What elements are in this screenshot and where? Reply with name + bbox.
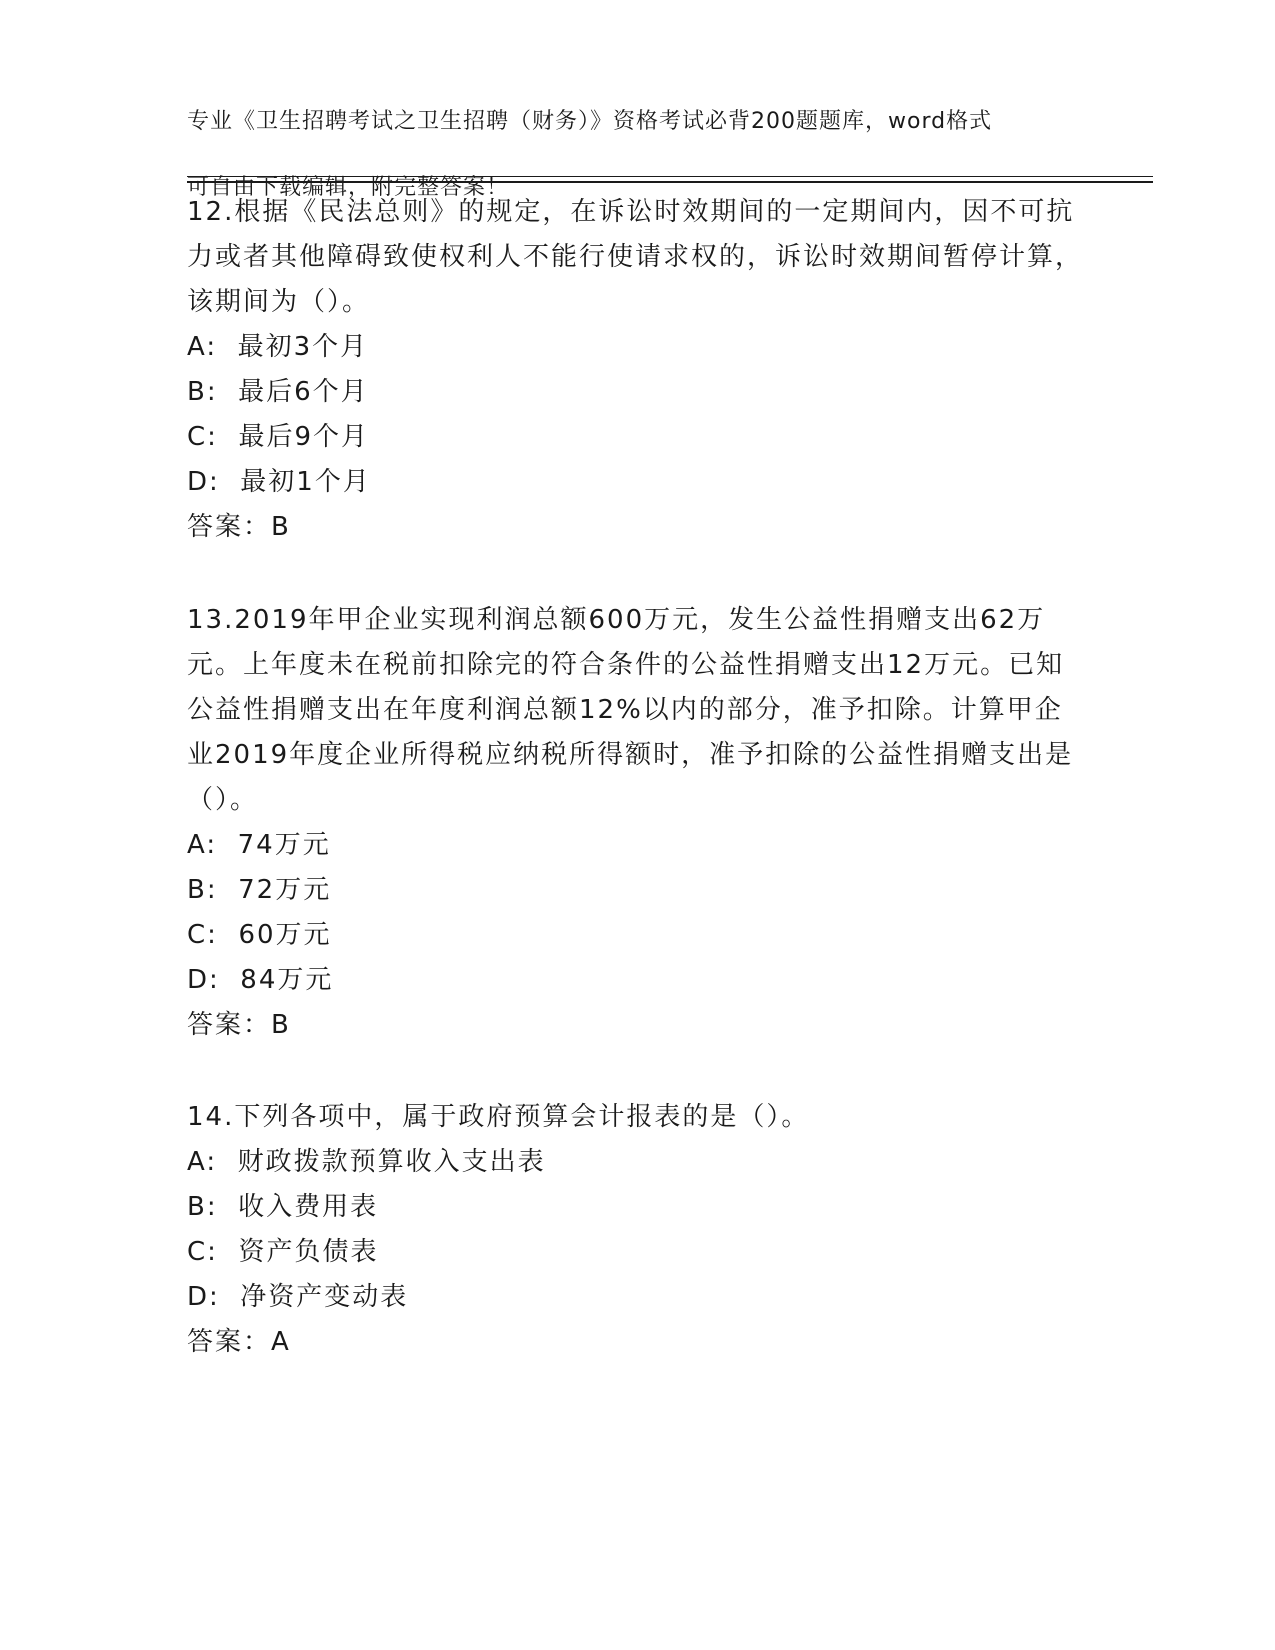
header-line-2: 可自由下载编辑，附完整答案！: [187, 175, 510, 200]
question-stem: 14.下列各项中，属于政府预算会计报表的是（）。: [187, 1102, 810, 1132]
option-d: D: 净资产变动表: [187, 1282, 409, 1312]
header-divider-thin: [187, 176, 1153, 177]
option-d: D: 最初1个月: [187, 467, 371, 497]
option-c: C: 60万元: [187, 920, 332, 950]
question-stem: 12.根据《民法总则》的规定，在诉讼时效期间的一定期间内，因不可抗力或者其他障碍致使权利人不能行使请求权的，诉讼时效期间暂停计算，该期间为（）。: [187, 197, 1084, 317]
option-b: B: 收入费用表: [187, 1192, 379, 1222]
option-a: A: 最初3个月: [187, 332, 369, 362]
header-divider-thick: [187, 181, 1153, 183]
option-d: D: 84万元: [187, 965, 334, 995]
option-c: C: 最后9个月: [187, 422, 369, 452]
answer-line: 答案：B: [187, 1010, 291, 1040]
question-block: [187, 1095, 1087, 1365]
header-line-1: 专业《卫生招聘考试之卫生招聘（财务）》资格考试必背200题题库，word格式: [187, 109, 993, 134]
option-c: C: 资产负债表: [187, 1237, 379, 1267]
option-b: B: 最后6个月: [187, 377, 369, 407]
option-b: B: 72万元: [187, 875, 332, 905]
option-a: A: 财政拨款预算收入支出表: [187, 1147, 546, 1177]
question-block: [187, 598, 1087, 1048]
answer-line: 答案：B: [187, 512, 291, 542]
answer-line: 答案：A: [187, 1327, 291, 1357]
question-stem: 13.2019年甲企业实现利润总额600万元，发生公益性捐赠支出62万元。上年度未在税前扣除完的符合条件的公益性捐赠支出12万元。已知公益性捐赠支出在年度利润总额12%以内的部分，准予扣除。计算甲企业2019年度企业所得税应纳税所得额时，准予扣除的公益性捐赠支出是（）。: [187, 605, 1074, 815]
option-a: A: 74万元: [187, 830, 331, 860]
question-block: [187, 190, 1087, 550]
